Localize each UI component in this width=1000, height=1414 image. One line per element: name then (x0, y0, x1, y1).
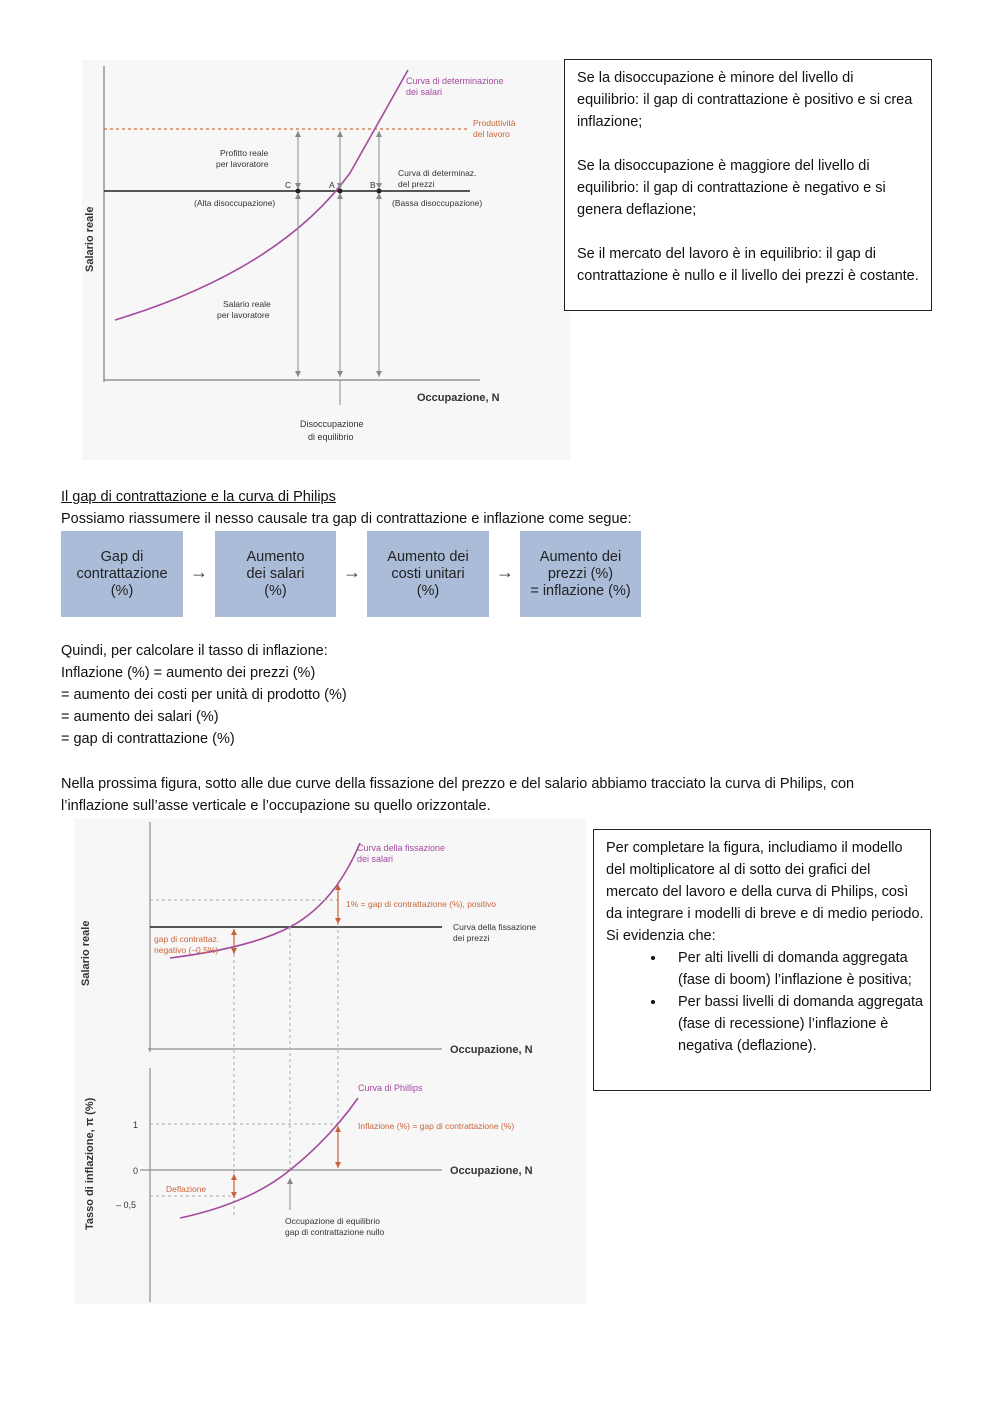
section-intro: Possiamo riassumere il nesso causale tra gap di contrattazione e inflazione come segue: (61, 511, 632, 527)
note-highlight: Si evidenzia che: (606, 928, 716, 944)
x-axis-label: Occupazione, N (417, 392, 500, 404)
price-curve-label-2: del prezzi (398, 179, 435, 189)
tick-1: 1 (133, 1120, 139, 1130)
positive-gap-label: 1% = gap di contrattazione (%), positivo (346, 899, 497, 909)
equilibrium-employment-label-2: gap di contrattazione nullo (285, 1227, 385, 1237)
note-bullets (606, 947, 924, 1057)
note-intro: Per completare la figura, includiamo il modello del moltiplicatore al di sotto dei grafici del mercato del lavoro e della curva di Philips, così da integrare i modelli di breve e di medio periodo. (606, 840, 924, 922)
wage-price-setting-figure (70, 50, 575, 465)
tick-0: 0 (133, 1166, 139, 1176)
flow-arrow-icon: → (190, 562, 208, 582)
price-curve-label-2: dei prezzi (453, 933, 490, 943)
equilibrium-label-2: di equilibrio (308, 432, 354, 442)
phillips-curve-label: Curva di Phillips (358, 1083, 423, 1093)
y-axis-label: Salario reale (84, 206, 96, 272)
formula-block (61, 640, 347, 750)
deflation-label: Deflazione (166, 1184, 207, 1194)
productivity-label-1: Produttività (473, 118, 516, 128)
wage-curve-label-1: Curva di determinazione (406, 76, 504, 86)
formula-line: Inflazione (%) = aumento dei prezzi (%) (61, 665, 316, 681)
productivity-label-2: del lavoro (473, 129, 510, 139)
low-unemployment-label: (Bassa disoccupazione) (392, 198, 483, 208)
multiplier-model-notes (593, 829, 931, 1091)
wage-curve-label-1: Curva della fissazione (357, 843, 446, 853)
real-wage-label-1: Salario reale (223, 299, 271, 309)
high-unemployment-label: (Alta disoccupazione) (194, 198, 276, 208)
flow-step-wages: Aumento dei salari (%) (215, 531, 336, 617)
formula-line: = aumento dei salari (%) (61, 709, 219, 725)
tick-minus-05: – 0,5 (116, 1200, 137, 1210)
y-axis-bottom-label: Tasso di inflazione, π (%) (84, 1097, 96, 1230)
inflation-equals-gap-label: Inflazione (%) = gap di contrattazione (%) (358, 1121, 515, 1131)
equilibrium-label-1: Disoccupazione (300, 419, 364, 429)
negative-gap-label-2: negativo (–0,5%) (154, 945, 219, 955)
bullet-recession: • Per bassi livelli di domanda aggregata (fase di recessione) l’inflazione è negativa (deflazione). (666, 991, 924, 1057)
section-title: Il gap di contrattazione e la curva di Philips (61, 489, 336, 505)
formula-line: Quindi, per calcolare il tasso di inflazione: (61, 643, 328, 659)
wage-curve-label-2: dei salari (357, 854, 394, 864)
phillips-curve-figure (70, 818, 590, 1306)
profit-label-2: per lavoratore (216, 159, 269, 169)
price-curve-label-1: Curva della fissazione (453, 922, 537, 932)
formula-line: = gap di contrattazione (%) (61, 731, 235, 747)
equilibrium-employment-label-1: Occupazione di equilibrio (285, 1216, 380, 1226)
y-axis-top-label: Salario reale (80, 920, 92, 986)
flow-step-prices: Aumento dei prezzi (%) = inflazione (%) (520, 531, 641, 617)
flow-step-gap: Gap di contrattazione (%) (61, 531, 183, 617)
wage-curve-label-2: dei salari (406, 87, 443, 97)
x-axis-top-label: Occupazione, N (450, 1044, 533, 1056)
point-a: A (329, 180, 335, 190)
real-wage-label-2: per lavoratore (217, 310, 270, 320)
note-below-equilibrium: Se la disoccupazione è minore del livello di equilibrio: il gap di contrattazione è positivo e si crea inflazione; (577, 70, 913, 130)
figure-intro-paragraph (61, 773, 941, 817)
flow-arrow-icon: → (496, 562, 514, 582)
price-curve-label-1: Curva di determinaz. (398, 168, 477, 178)
paragraph-line: Nella prossima figura, sotto alle due curve della fissazione del prezzo e del salario abbiamo tracciato la curva di Philips, con (61, 776, 855, 792)
profit-label-1: Profitto reale (220, 148, 269, 158)
formula-line: = aumento dei costi per unità di prodotto (%) (61, 687, 347, 703)
bullet-boom: • Per alti livelli di domanda aggregata (fase di boom) l’inflazione è positiva; (666, 947, 924, 991)
unemployment-gap-notes (564, 59, 932, 311)
causal-flow (61, 531, 651, 617)
note-at-equilibrium: Se il mercato del lavoro è in equilibrio: il gap di contrattazione è nullo e il livello dei prezzi è costante. (577, 246, 919, 284)
note-above-equilibrium: Se la disoccupazione è maggiore del livello di equilibrio: il gap di contrattazione è negativo e si genera deflazione; (577, 158, 886, 218)
flow-arrow-icon: → (343, 562, 361, 582)
x-axis-bottom-label: Occupazione, N (450, 1165, 533, 1177)
point-c: C (285, 180, 292, 190)
flow-step-unit-costs: Aumento dei costi unitari (%) (367, 531, 489, 617)
point-b: B (370, 180, 376, 190)
negative-gap-label-1: gap di contrattaz. (154, 934, 220, 944)
paragraph-line: l’inflazione sull’asse verticale e l’occupazione su quello orizzontale. (61, 798, 491, 814)
